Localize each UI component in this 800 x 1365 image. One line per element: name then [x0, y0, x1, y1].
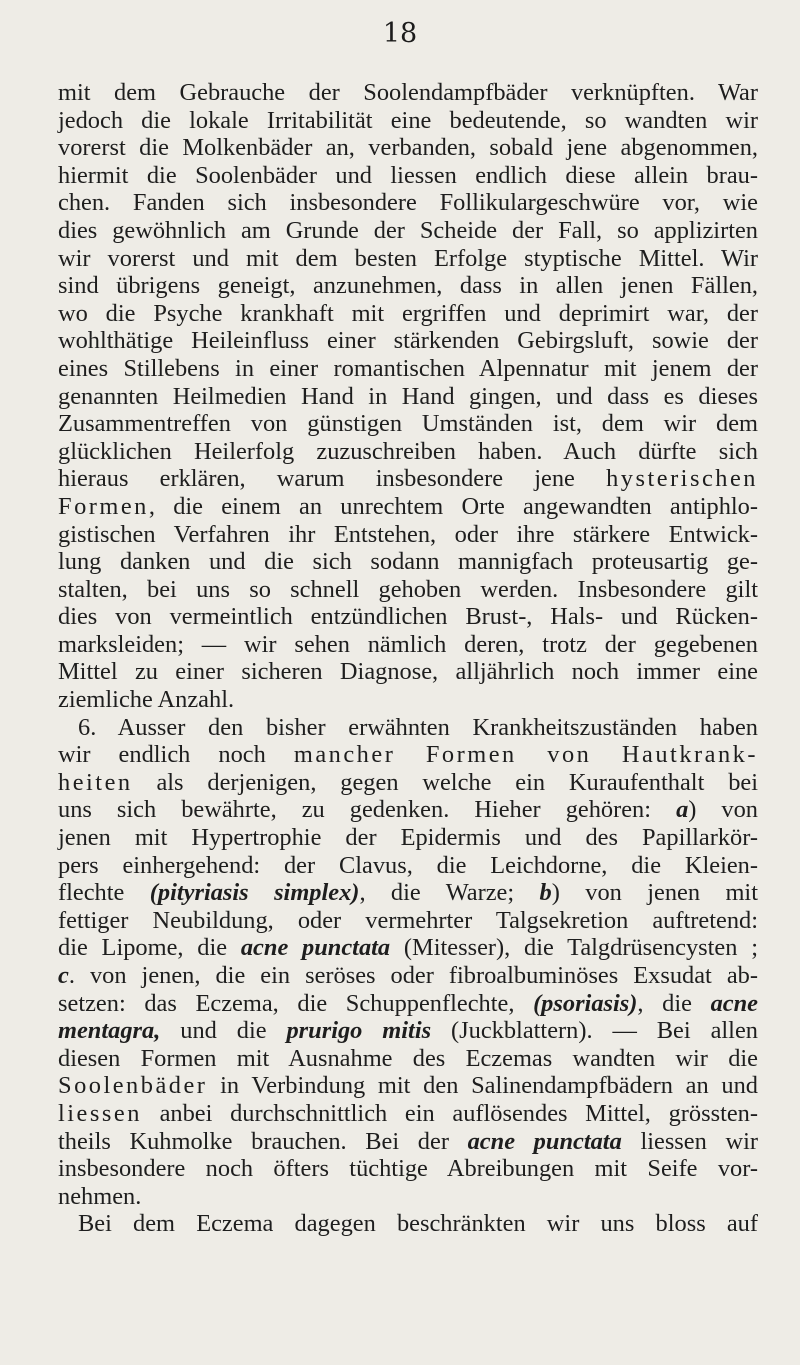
text-line	[58, 1072, 758, 1100]
text-run: , die einem an unrechtem Orte angewandten antiphlo-	[148, 492, 758, 520]
text-run: (Mitesser), die Talgdrüsencysten ;	[390, 934, 758, 962]
text-run: ) von	[688, 796, 758, 824]
text-line	[58, 521, 758, 549]
text-run: anbei durchschnittlich ein auflösendes Mittel, grössten-	[141, 1099, 758, 1127]
text-run: mit dem Gebrauche der Soolendampfbäder verknüpften. War	[58, 79, 758, 106]
text-line	[58, 1128, 758, 1156]
text-run: hieraus erklären, warum insbesondere jene	[58, 465, 607, 493]
text-run: setzen: das Eczema, die Schuppenflechte,	[58, 989, 534, 1017]
text-run-emphasis: hysterischen	[606, 465, 758, 493]
text-run: diesen Formen mit Ausnahme des Eczemas wandten wir die	[58, 1044, 758, 1072]
text-line	[58, 300, 758, 328]
text-line	[58, 1045, 758, 1073]
text-line	[58, 327, 758, 355]
text-line	[58, 355, 758, 383]
text-line	[58, 603, 758, 631]
page-number: 18	[382, 18, 418, 49]
text-line	[58, 879, 758, 907]
text-run-italic: prurigo mitis	[286, 1017, 432, 1045]
text-run-italic: acne punctata	[467, 1127, 622, 1155]
text-run: genannten Heilmedien Hand in Hand gingen, und dass es dieses	[58, 382, 758, 410]
text-run: und die	[160, 1017, 287, 1045]
text-run-italic: (psoriasis)	[533, 989, 638, 1017]
text-line	[58, 272, 758, 300]
text-run-italic: (pityriasis simplex)	[149, 879, 360, 907]
text-run-emphasis: Soolenbäder	[58, 1072, 208, 1100]
text-run: sind übrigens geneigt, anzunehmen, dass in allen jenen Fällen,	[58, 272, 758, 300]
text-line	[58, 383, 758, 411]
text-run: . von jenen, die ein seröses oder fibroalbuminöses Exsudat ab-	[68, 962, 758, 989]
text-run: glücklichen Heilerfolg zuzuschreiben haben. Auch dürfte sich	[58, 437, 758, 465]
text-run: Zusammentreffen von günstigen Umständen ist, dem wir dem	[58, 410, 758, 438]
text-line	[58, 1210, 758, 1238]
text-line	[58, 1100, 758, 1128]
text-run: dies gewöhnlich am Grunde der Scheide der Fall, so applizirten	[58, 216, 758, 244]
text-run: jenen mit Hypertrophie der Epidermis und des Papillarkör-	[58, 824, 758, 852]
text-run: marksleiden; — wir sehen nämlich deren, trotz der gegebenen	[58, 630, 758, 658]
text-run: theils Kuhmolke brauchen. Bei der	[58, 1127, 468, 1155]
text-run: jedoch die lokale Irritabilität eine bedeutende, so wandten wir	[58, 106, 758, 134]
text-run: lung danken und die sich sodann mannigfach proteusartig ge-	[58, 548, 758, 576]
text-line	[58, 631, 758, 659]
text-run: nehmen.	[58, 1182, 142, 1210]
text-line	[58, 107, 758, 135]
text-run: stalten, bei uns so schnell gehoben werden. Insbesondere gilt	[58, 575, 758, 603]
text-run: eines Stillebens in einer romantischen Alpennatur mit jenem der	[58, 354, 758, 382]
text-run-italic: mentagra,	[58, 1017, 161, 1045]
text-run: Mittel zu einer sicheren Diagnose, alljährlich noch immer eine	[58, 658, 758, 686]
body-text	[58, 79, 758, 1238]
text-run: fettiger Neubildung, oder vermehrter Talgsekretion auftretend:	[58, 906, 758, 934]
text-line	[58, 410, 758, 438]
text-line	[58, 686, 758, 714]
text-line	[58, 824, 758, 852]
text-run: (Juckblattern). — Bei allen	[431, 1017, 758, 1045]
text-line	[58, 907, 758, 935]
text-line	[58, 162, 758, 190]
text-run: dies von vermeintlich entzündlichen Brust-, Hals- und Rücken-	[58, 603, 758, 631]
text-run: pers einhergehend: der Clavus, die Leichdorne, die Kleien-	[58, 851, 758, 879]
text-run: flechte	[58, 879, 150, 907]
text-run: gistischen Verfahren ihr Entstehen, oder ihre stärkere Entwick-	[58, 520, 758, 548]
text-line	[58, 548, 758, 576]
text-line	[58, 134, 758, 162]
text-line	[58, 990, 758, 1018]
text-line	[58, 741, 758, 769]
text-line	[58, 438, 758, 466]
text-run: uns sich bewährte, zu gedenken. Hieher gehören:	[58, 796, 677, 824]
text-line	[58, 934, 758, 962]
text-run-italic: acne punctata	[240, 934, 391, 962]
text-run: insbesondere noch öfters tüchtige Abreibungen mit Seife vor-	[58, 1155, 758, 1183]
text-line	[58, 1017, 758, 1045]
text-run: wohlthätige Heileinfluss einer stärkenden Gebirgsluft, sowie der	[58, 327, 758, 355]
text-run: Bei dem Eczema dagegen beschränkten wir uns bloss auf	[78, 1210, 758, 1238]
text-run: die Lipome, die	[58, 934, 241, 962]
text-run: 6. Ausser den bisher erwähnten Krankheitszuständen haben	[78, 713, 758, 741]
text-line	[58, 962, 758, 990]
text-run: ) von jenen mit	[551, 879, 758, 907]
text-run: chen. Fanden sich insbesondere Follikulargeschwüre vor, wie	[58, 189, 758, 217]
text-run: hiermit die Soolenbäder und liessen endlich diese allein brau-	[58, 161, 758, 189]
text-run-emphasis: heiten	[58, 768, 133, 796]
text-line	[58, 245, 758, 273]
text-run-emphasis: liessen	[58, 1099, 142, 1127]
text-run-emphasis: mancher Formen von Hautkrank-	[293, 741, 758, 769]
text-run: , die	[637, 989, 711, 1017]
text-run: wir vorerst und mit dem besten Erfolge styptische Mittel. Wir	[58, 244, 758, 272]
text-run: ziemliche Anzahl.	[58, 686, 235, 714]
text-run: , die Warze;	[359, 879, 540, 907]
text-line	[58, 714, 758, 742]
text-run-italic: c	[58, 962, 69, 989]
text-run: wir endlich noch	[58, 741, 294, 769]
text-run: in Verbindung mit den Salinendampfbädern an und	[207, 1072, 758, 1100]
text-line	[58, 576, 758, 604]
text-run-italic: acne	[710, 989, 758, 1017]
text-line	[58, 79, 758, 107]
text-run: vorerst die Molkenbäder an, verbanden, sobald jene abgenommen,	[58, 134, 758, 162]
text-line	[58, 852, 758, 880]
text-line	[58, 796, 758, 824]
text-run: wo die Psyche krankhaft mit ergriffen und deprimirt war, der	[58, 299, 758, 327]
text-run-italic: b	[539, 879, 552, 907]
text-line	[58, 658, 758, 686]
text-line	[58, 189, 758, 217]
text-line	[58, 1155, 758, 1183]
text-line	[58, 1183, 758, 1211]
text-run: liessen wir	[621, 1127, 758, 1155]
text-run-emphasis: Formen	[58, 492, 149, 520]
text-run: als derjenigen, gegen welche ein Kuraufenthalt bei	[132, 768, 758, 796]
text-run-italic: a	[676, 796, 689, 824]
text-line	[58, 769, 758, 797]
text-line	[58, 217, 758, 245]
text-line	[58, 493, 758, 521]
text-line	[58, 465, 758, 493]
